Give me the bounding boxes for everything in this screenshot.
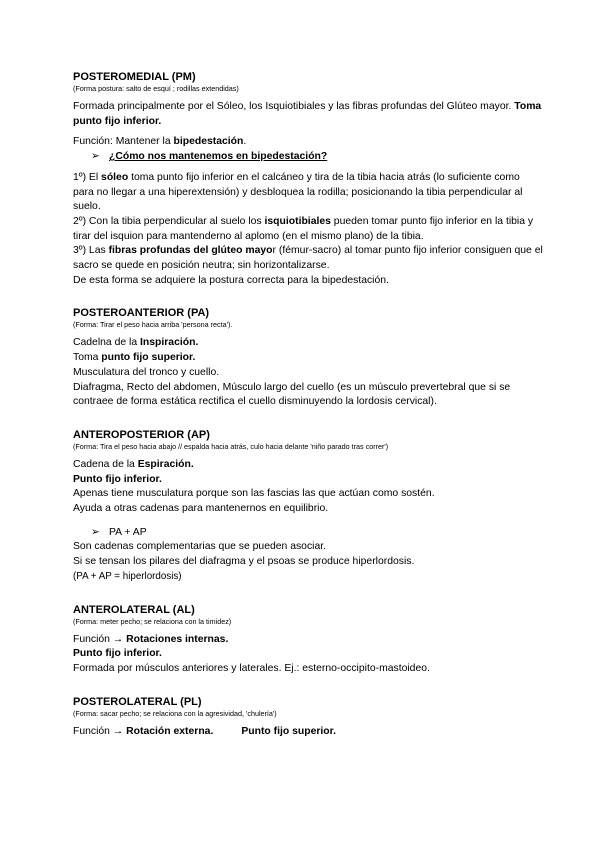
section-title: POSTEROLATERAL (PL)	[73, 695, 202, 708]
paragraph: Formada por músculos anteriores y laterales. Ej.: esterno-occipito-mastoideo.	[73, 662, 430, 674]
arrow-bullet-icon: ➢	[91, 526, 100, 538]
paragraph: Cadelna de la Inspiración.	[73, 337, 199, 349]
paragraph: 3º) Las fibras profundas del glúteo mayor (fémur-sacro) al tomar punto fijo inferior consiguen que el sacro se quede en posición neutra; sin horizontalizarse.	[73, 245, 543, 272]
paragraph: Punto fijo inferior.	[73, 473, 162, 485]
paragraph: Función → Rotaciones internas.	[73, 633, 229, 645]
section-posteromedial	[73, 70, 543, 288]
section-posterolateral	[73, 695, 543, 740]
section-subtitle: (Forma postura: salto de esquí ; rodillas extendidas)	[73, 84, 239, 93]
paragraph: 2º) Con la tibia perpendicular al suelo los isquiotibiales pueden tomar punto fijo inferior en la tibia y tirar del isquion para mantenderno al aplomo (en el mismo plano) de la tibia.	[73, 215, 534, 242]
paragraph: 1º) El sóleo toma punto fijo inferior en el calcáneo y tira de la tibia hacia atrás (lo suficiente como para no llegar a una hiperextensión) y desbloquea la rodilla; posicionando la tibia perpendicular al suelo.	[73, 171, 523, 213]
paragraph: De esta forma se adquiere la postura correcta para la bipedestación.	[73, 274, 389, 286]
paragraph: Cadena de la Espiración.	[73, 458, 194, 470]
paragraph: Si se tensan los pilares del diafragma y el psoas se produce hiperlordosis.	[73, 556, 415, 568]
arrow-bullet-icon: ➢	[91, 151, 100, 163]
section-subtitle: (Forma: Tira el peso hacia abajo // espalda hacia atrás, culo hacia delante 'niño parado tras correr')	[73, 441, 389, 451]
section-anterolateral	[73, 603, 543, 677]
section-anteroposterior	[73, 428, 543, 585]
pa-ap-bullet: ➢ PA + AP	[73, 526, 543, 541]
paragraph: Son cadenas complementarias que se pueden asociar.	[73, 541, 327, 553]
paragraph: Función → Rotación externa. Punto fijo superior.	[73, 725, 337, 737]
paragraph: Punto fijo inferior.	[73, 648, 162, 660]
paragraph: (PA + AP = hiperlordosis)	[73, 570, 182, 582]
paragraph: Ayuda a otras cadenas para mantenernos en equilibrio.	[73, 503, 329, 515]
paragraph: Diafragma, Recto del abdomen, Músculo largo del cuello (es un músculo prevertebral que si se contraee de forma estática rectifica el cuello disminuyendo la lordosis cervical).	[73, 381, 511, 408]
section-posteroanterior	[73, 306, 543, 410]
paragraph: Función: Mantener la bipedestación.	[73, 136, 247, 148]
section-subtitle: (Forma: Tirar el peso hacia arriba 'persona recta').	[73, 320, 233, 330]
section-title: POSTEROANTERIOR (PA)	[73, 307, 210, 320]
document-page	[73, 70, 543, 739]
section-subtitle: (Forma: sacar pecho; se relaciona con la agresividad, 'chulería')	[73, 708, 277, 718]
paragraph: Toma punto fijo superior.	[73, 352, 196, 364]
paragraph: Apenas tiene musculatura porque son las fascias las que actúan como sostén.	[73, 488, 435, 500]
section-subtitle: (Forma: meter pecho; se relaciona con la timidez)	[73, 616, 232, 626]
paragraph: Formada principalmente por el Sóleo, los Isquiotibiales y las fibras profundas del Glúteo mayor. Toma punto fijo inferior.	[73, 101, 542, 127]
section-title: POSTEROMEDIAL (PM)	[73, 71, 196, 83]
question-bullet: ➢ ¿Cómo nos mantenemos en bipedestación?	[73, 150, 543, 165]
paragraph: Musculatura del tronco y cuello.	[73, 366, 220, 378]
section-title: ANTEROLATERAL (AL)	[73, 603, 195, 616]
section-title: ANTEROPOSTERIOR (AP)	[73, 428, 210, 441]
